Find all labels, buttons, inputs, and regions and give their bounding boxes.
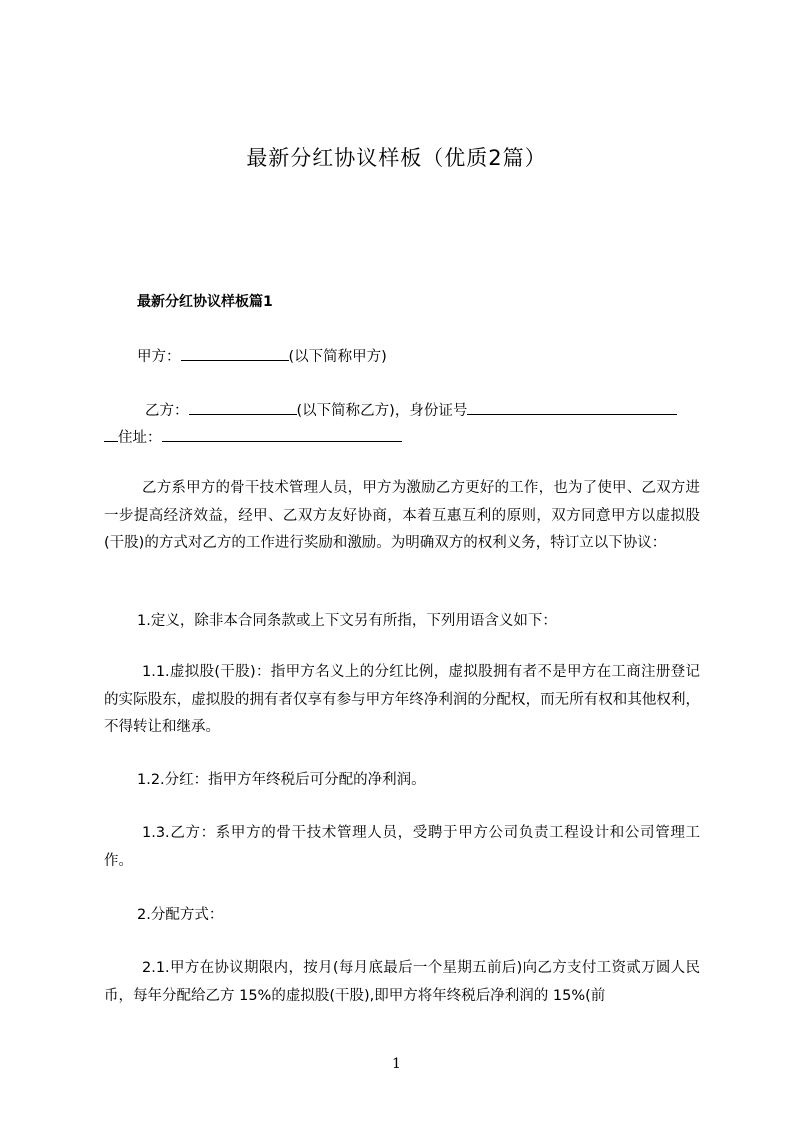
- document-title: 最新分红协议样板（优质2篇）: [246, 146, 547, 170]
- page-number: 1: [392, 1056, 401, 1072]
- address-label: 住址：: [118, 430, 162, 446]
- party-a-label: 甲方：: [137, 349, 181, 365]
- paragraph-1-2: 1.2.分红：指甲方年终税后可分配的净利润。: [137, 772, 426, 788]
- address-line: [104, 427, 402, 448]
- party-b-label: 乙方：: [145, 403, 189, 419]
- address-lead-blank: [104, 427, 118, 442]
- paragraph-1-3: 1.3.乙方：系甲方的骨干技术管理人员，受聘于甲方公司负责工程设计和公司管理工作。: [104, 825, 700, 869]
- party-b-blank: [189, 400, 297, 415]
- paragraph-distribution: 2.分配方式：: [137, 907, 224, 923]
- paragraph-intro: 乙方系甲方的骨干技术管理人员，甲方为激励乙方更好的工作，也为了使甲、乙双方进一步提高经济效益，经甲、乙双方友好协商，本着互惠互利的原则，双方同意甲方以虚拟股(干股)的方式对乙方的工作进行奖励和激励。为明确双方的权利义务，特订立以下协议：: [104, 480, 700, 551]
- address-blank: [162, 427, 402, 442]
- id-number-blank: [467, 400, 677, 415]
- party-b-line: [145, 400, 677, 421]
- paragraph-2-1: 2.1.甲方在协议期限内，按月(每月底最后一个星期五前后)向乙方支付工资贰万圆人民币，每年分配给乙方 15%的虚拟股(干股),即甲方将年终税后净利润的 15%(前: [104, 960, 700, 1004]
- party-a-blank: [181, 346, 289, 361]
- paragraph-1-1: 1.1.虚拟股(干股)：指甲方名义上的分红比例，虚拟股拥有者不是甲方在工商注册登记的实际股东，虚拟股的拥有者仅享有参与甲方年终净利润的分配权，而无所有权和其他权利，不得转让和继承。: [104, 664, 700, 735]
- paragraph-definitions: 1.定义，除非本合同条款或上下文另有所指，下列用语含义如下：: [137, 613, 557, 629]
- section-heading: 最新分红协议样板篇1: [137, 294, 273, 310]
- party-a-suffix: (以下简称甲方): [288, 349, 387, 365]
- party-b-suffix: (以下简称乙方)，身份证号: [296, 403, 468, 419]
- party-a-line: [137, 346, 387, 367]
